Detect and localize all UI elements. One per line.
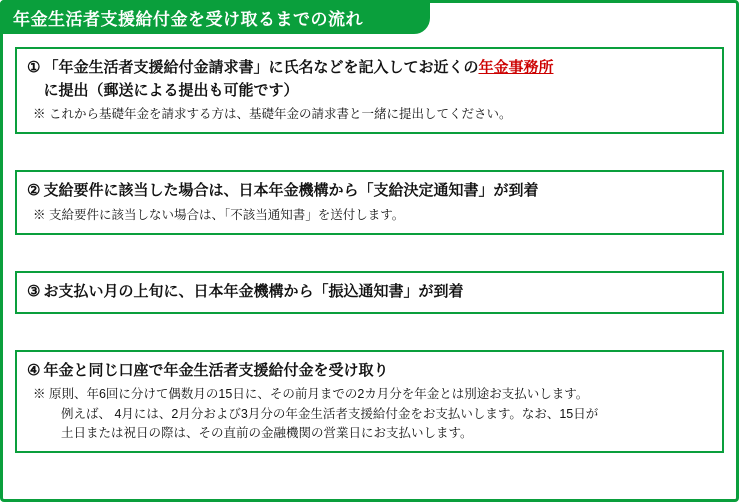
flow-content	[3, 37, 736, 499]
step-2-text: 支給要件に該当した場合は、日本年金機構から「支給決定通知書」が到着	[43, 182, 539, 200]
step-4-note-2: 例えば、 4月には、2月分および3月分の年金生活者支援給付金をお支払いします。なお、15日が	[61, 406, 599, 421]
step-1-heading	[27, 57, 712, 102]
flow-step-1	[15, 47, 724, 134]
step-4-number: ④	[27, 361, 41, 379]
step-3-number: ③	[27, 283, 41, 301]
step-2-number: ②	[27, 182, 41, 200]
step-1-text-part2: に提出（郵送による提出も可能です）	[43, 81, 299, 99]
step-3-text: お支払い月の上旬に、日本年金機構から「振込通知書」が到着	[43, 283, 464, 301]
arrow-1-to-2	[15, 134, 724, 170]
step-3-heading	[27, 281, 712, 304]
step-1-note-1: ※ これから基礎年金を請求する方は、基礎年金の請求書と一緒に提出してください。	[33, 107, 512, 121]
flow-step-4	[15, 350, 724, 454]
step-2-note-1: ※ 支給要件に該当しない場合は、「不該当通知書」を送付します。	[33, 207, 405, 222]
step-1-link-nenkin-jimusho[interactable]: 年金事務所	[478, 59, 554, 76]
step-4-note-1: ※ 原則、年6回に分けて偶数月の15日に、その前月までの2カ月分を年金とは別途お支払いします。	[33, 387, 589, 402]
page-title: 年金生活者支援給付金を受け取るまでの流れ	[13, 9, 363, 29]
page-title-banner	[0, 0, 430, 34]
step-1-text	[43, 57, 712, 102]
arrow-2-to-3	[15, 235, 724, 271]
step-4-text: 年金と同じ口座で年金生活者支援給付金を受け取り	[43, 361, 389, 379]
arrow-3-to-4	[15, 314, 724, 350]
step-2-heading	[27, 180, 712, 203]
flow-step-2	[15, 170, 724, 235]
step-4-heading	[27, 360, 712, 383]
step-4-note-3: 土日または祝日の際は、その直前の金融機関の営業日にお支払いします。	[61, 426, 473, 440]
step-1-number: ①	[27, 59, 41, 76]
step-1-text-part1: 「年金生活者支援給付金請求書」に氏名などを記入してお近くの	[43, 59, 479, 76]
flow-step-3	[15, 271, 724, 314]
